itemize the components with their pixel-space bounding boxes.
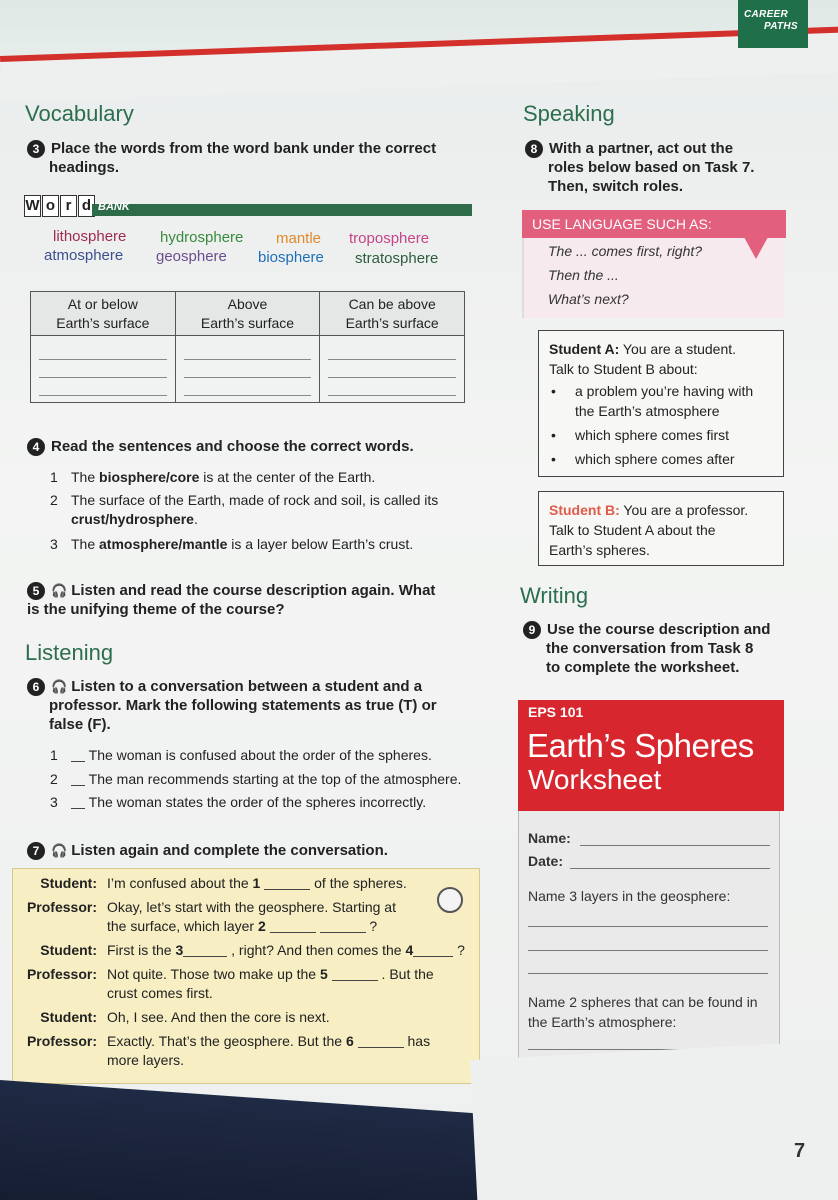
table-header: [320, 292, 465, 336]
write-line[interactable]: [39, 378, 167, 396]
task-6-line2: professor. Mark the following statements as true (T) or: [49, 697, 437, 714]
word-geosphere: geosphere: [156, 248, 227, 265]
task-number: 4: [27, 438, 45, 456]
task-9-line1: Use the course description and: [547, 621, 771, 638]
answer-line[interactable]: [528, 973, 768, 974]
page-corner: [470, 1034, 838, 1200]
task-5: [27, 581, 467, 619]
speaker: Student:: [40, 942, 97, 958]
item-text: The surface of the Earth, made of rock and soil, is called its: [71, 492, 439, 508]
item-text: is at the center of the Earth.: [199, 469, 376, 485]
header-line: Can be above: [348, 295, 436, 312]
listening-title: Listening: [25, 640, 114, 665]
role-label: Student A:: [549, 341, 620, 357]
logo-line2: PATHS: [764, 21, 798, 32]
task-number: 5: [27, 582, 45, 600]
table-header: [175, 292, 320, 336]
answer-blank[interactable]: [183, 943, 227, 957]
word-lithosphere: lithosphere: [53, 228, 127, 245]
blank-number: 1: [252, 875, 261, 891]
header-line: Above: [227, 295, 268, 312]
role-text: Talk to Student B about:: [549, 361, 698, 377]
item-text: The: [71, 536, 100, 552]
word-stratosphere: stratosphere: [355, 250, 439, 267]
line-text: ?: [365, 918, 378, 934]
line-text: Exactly. That’s the geosphere. But the: [107, 1033, 346, 1049]
logo-line1: CAREER: [744, 9, 789, 20]
speaker: Professor:: [26, 1033, 97, 1049]
name-label: Name:: [528, 830, 571, 846]
prompt-geosphere: Name 3 layers in the geosphere:: [528, 888, 731, 904]
name-line[interactable]: [580, 845, 770, 846]
date-line[interactable]: [570, 868, 770, 869]
item-number: 1: [50, 747, 58, 763]
course-code: EPS 101: [528, 704, 584, 720]
line-text: more layers.: [107, 1052, 185, 1068]
table-cell[interactable]: [31, 336, 176, 403]
role-text: Talk to Student A about the: [549, 522, 716, 538]
date-label: Date:: [528, 853, 564, 869]
line-text: crust comes first.: [107, 985, 213, 1001]
write-line[interactable]: [39, 360, 167, 378]
logo-tile: d: [78, 195, 95, 217]
line-text: . But the: [377, 966, 434, 982]
line-text: has: [403, 1033, 431, 1049]
line-text: I’m confused about the: [107, 875, 253, 891]
role-label: Student B:: [549, 502, 620, 518]
bullet-item: • which sphere comes first: [549, 425, 773, 445]
blank-number: 2: [257, 918, 266, 934]
write-line[interactable]: [328, 378, 456, 396]
worksheet-title: Earth’s Spheres: [527, 727, 754, 764]
page-number: 7: [794, 1140, 806, 1162]
item-text: is a layer below Earth’s crust.: [227, 536, 414, 552]
worksheet-subtitle: Worksheet: [528, 764, 662, 795]
task-number: 8: [525, 140, 543, 158]
item-number: 2: [50, 492, 58, 508]
blank-number: 6: [345, 1033, 354, 1049]
word-bank-logo: [24, 195, 96, 217]
speaker: Professor:: [26, 899, 97, 915]
vocabulary-title: Vocabulary: [25, 101, 134, 126]
student-a-card: [538, 330, 784, 477]
line-text: ?: [453, 942, 465, 958]
headphones-icon: 🎧: [51, 679, 68, 694]
table-cell[interactable]: [320, 336, 465, 403]
line-text: First is the: [107, 942, 176, 958]
task-6: [27, 677, 477, 734]
item-number: 3: [50, 794, 58, 810]
word-bank-bar: [92, 204, 472, 216]
item-number: 3: [50, 536, 58, 552]
write-line[interactable]: [184, 378, 312, 396]
task-3-line2: headings.: [49, 159, 120, 176]
logo-tile: W: [24, 195, 41, 217]
choice[interactable]: biosphere/core: [99, 469, 200, 485]
answer-line[interactable]: [528, 950, 768, 951]
table-cell[interactable]: [175, 336, 320, 403]
header-line: Earth’s surface: [56, 314, 150, 331]
write-line[interactable]: [328, 342, 456, 360]
student-b-card: [538, 491, 784, 566]
item-text: The man recommends starting at the top of the atmosphere.: [88, 771, 462, 787]
task-7: [27, 841, 388, 860]
prompt-line: Name 2 spheres that can be found in: [528, 994, 758, 1010]
answer-blank[interactable]: [413, 943, 453, 957]
item-text: .: [193, 511, 198, 527]
item-text: The woman is confused about the order of the spheres.: [88, 747, 432, 763]
task-8-line2: roles below based on Task 7.: [548, 159, 755, 176]
line-text: the surface, which layer: [107, 918, 258, 934]
role-bullets: [549, 381, 773, 469]
headphones-icon: 🎧: [51, 583, 68, 598]
choice[interactable]: atmosphere/mantle: [99, 536, 228, 552]
tf-blank[interactable]: [71, 772, 85, 786]
word-hydrosphere: hydrosphere: [160, 229, 244, 246]
task-3: [27, 139, 467, 177]
bullet-item: • a problem you’re having with the Earth’s atmosphere: [549, 381, 773, 421]
line-text: Okay, let’s start with the geosphere. Starting at: [107, 899, 396, 915]
header-line: At or below: [67, 295, 138, 312]
answer-blank[interactable]: [358, 1034, 404, 1048]
task-number: 3: [27, 140, 45, 158]
header-line: Earth’s surface: [345, 314, 439, 331]
table-header: [31, 292, 176, 336]
header-line: Earth’s surface: [200, 314, 295, 331]
task-7-text: Listen again and complete the conversation.: [71, 842, 388, 859]
task-4-text: Read the sentences and choose the correct words.: [51, 438, 414, 455]
role-text: Earth’s spheres.: [549, 542, 650, 558]
tf-blank[interactable]: [71, 748, 85, 762]
line-text: Not quite. Those two make up the: [107, 966, 320, 982]
bullet-item: • which sphere comes after: [549, 449, 773, 469]
answer-blank[interactable]: [320, 919, 366, 933]
role-intro: You are a student.: [619, 341, 737, 357]
career-paths-logo: [738, 0, 808, 48]
prompt-line: the Earth’s atmosphere:: [528, 1014, 677, 1030]
answer-blank[interactable]: [270, 919, 316, 933]
task-5-line1: Listen and read the course description again. What: [71, 582, 436, 599]
blank-number: 3: [175, 942, 184, 958]
speech-pointer: [744, 237, 768, 259]
write-line[interactable]: [184, 360, 312, 378]
task-4: [27, 437, 414, 456]
role-intro: You are a professor.: [619, 502, 749, 518]
word-troposphere: troposphere: [349, 230, 430, 247]
tf-blank[interactable]: [71, 795, 85, 809]
blank-number: 4: [405, 942, 414, 958]
task-8-line3: Then, switch roles.: [548, 178, 684, 195]
choice[interactable]: crust/hydrosphere: [71, 511, 194, 527]
language-phrase: What’s next?: [548, 291, 629, 307]
line-text: Oh, I see. And then the core is next.: [107, 1009, 330, 1025]
headphones-icon: 🎧: [51, 843, 68, 858]
word-atmosphere: atmosphere: [44, 247, 124, 264]
language-box-header: USE LANGUAGE SUCH AS:: [522, 210, 786, 238]
task-8-line1: With a partner, act out the: [549, 140, 734, 157]
task-number: 6: [27, 678, 45, 696]
item-number: 1: [50, 469, 58, 485]
answer-line[interactable]: [528, 926, 768, 927]
answer-blank[interactable]: [332, 967, 378, 981]
item-text: The: [71, 469, 100, 485]
speaker: Student:: [40, 875, 97, 891]
speaking-title: Speaking: [523, 101, 615, 126]
answer-blank[interactable]: [264, 876, 310, 890]
task-6-line1: Listen to a conversation between a student and a: [71, 678, 423, 695]
task-number: 7: [27, 842, 45, 860]
item-text: The woman states the order of the spheres incorrectly.: [88, 794, 427, 810]
language-phrase: Then the ...: [548, 267, 619, 283]
write-line[interactable]: [184, 342, 312, 360]
word-bank-label: BANK: [98, 201, 130, 213]
task-8: [525, 139, 785, 196]
task-9-line2: the conversation from Task 8: [546, 640, 754, 657]
speaker: Student:: [40, 1009, 97, 1025]
task-5-line2: is the unifying theme of the course?: [27, 601, 285, 618]
task-6-line3: false (F).: [49, 716, 111, 733]
task-3-line1: Place the words from the word bank under the correct: [51, 140, 437, 157]
task-9-line3: to complete the worksheet.: [546, 659, 740, 676]
blank-number: 5: [319, 966, 328, 982]
line-text: , right? And then comes the: [227, 942, 406, 958]
task-9: [523, 620, 793, 677]
line-text: of the spheres.: [310, 875, 407, 891]
language-phrase: The ... comes first, right?: [548, 243, 703, 259]
classification-table: [30, 291, 465, 403]
write-line[interactable]: [328, 360, 456, 378]
word-biosphere: biosphere: [258, 249, 324, 266]
prompt-atmosphere: [528, 992, 758, 1032]
speaker: Professor:: [26, 966, 97, 982]
word-mantle: mantle: [276, 230, 322, 247]
task-number: 9: [523, 621, 541, 639]
item-number: 2: [50, 771, 58, 787]
logo-tile: r: [60, 195, 77, 217]
write-line[interactable]: [39, 342, 167, 360]
logo-tile: o: [42, 195, 59, 217]
writing-title: Writing: [520, 583, 589, 608]
